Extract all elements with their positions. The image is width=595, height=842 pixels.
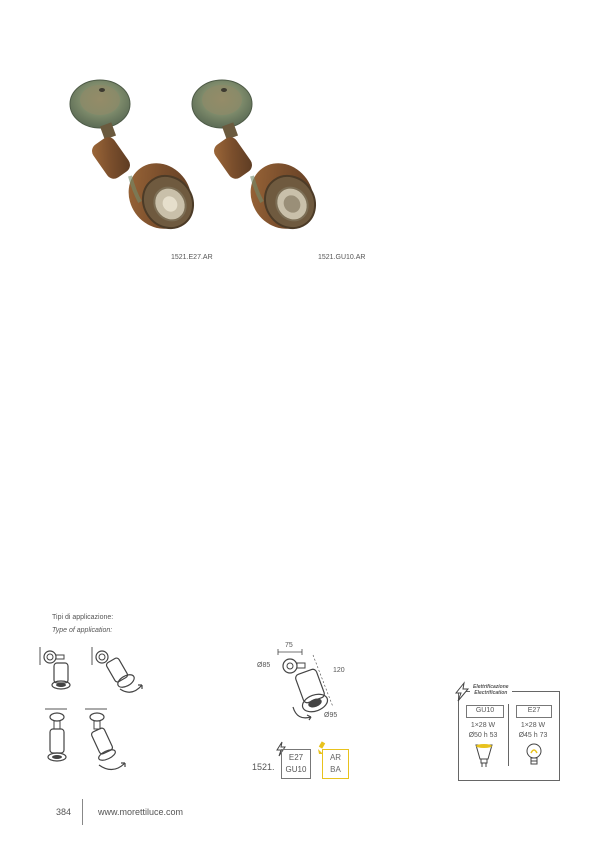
dimension-length: 120 <box>333 667 345 674</box>
gu10-label: GU10 <box>466 705 504 718</box>
footer-divider <box>82 799 83 825</box>
gu10-bulb-icon <box>474 743 494 769</box>
ceiling-mount-adjustable-icon <box>85 707 145 777</box>
gu10-size: Ø50 h 53 <box>468 732 498 739</box>
electrification-title-it: Elettrificazione <box>473 684 509 690</box>
electrification-title-en: Electrification <box>474 690 508 696</box>
application-label-it: Tipi di applicazione: <box>52 614 114 621</box>
ceiling-mount-fixed-icon <box>45 707 85 767</box>
electrification-lightning-icon <box>455 683 469 701</box>
dimension-shade-diameter: Ø95 <box>324 712 338 719</box>
dimension-base-diameter: Ø85 <box>257 662 271 669</box>
e27-bulb-icon <box>524 743 544 769</box>
page-number: 384 <box>56 807 72 817</box>
website-link[interactable]: www.morettiluce.com <box>98 807 184 817</box>
finish-ba: BA <box>330 765 341 774</box>
code-prefix: 1521. <box>252 762 275 772</box>
e27-label: E27 <box>516 705 552 718</box>
wall-mount-fixed-icon <box>38 647 78 692</box>
wall-mount-adjustable-icon <box>90 647 150 697</box>
product-code-e27: 1521.E27.AR <box>171 254 213 261</box>
product-photo-e27 <box>68 76 198 236</box>
e27-power: 1×28 W <box>520 722 546 729</box>
application-label-en: Type of application: <box>52 627 113 634</box>
technical-drawing <box>275 645 365 745</box>
product-code-gu10: 1521.GU10.AR <box>318 254 366 261</box>
product-photo-gu10 <box>190 76 320 236</box>
dimension-width: 75 <box>285 642 293 649</box>
socket-gu10: GU10 <box>285 765 307 774</box>
socket-e27: E27 <box>288 753 304 762</box>
finish-ar: AR <box>329 753 342 762</box>
gu10-power: 1×28 W <box>470 722 496 729</box>
e27-size: Ø45 h 73 <box>518 732 548 739</box>
